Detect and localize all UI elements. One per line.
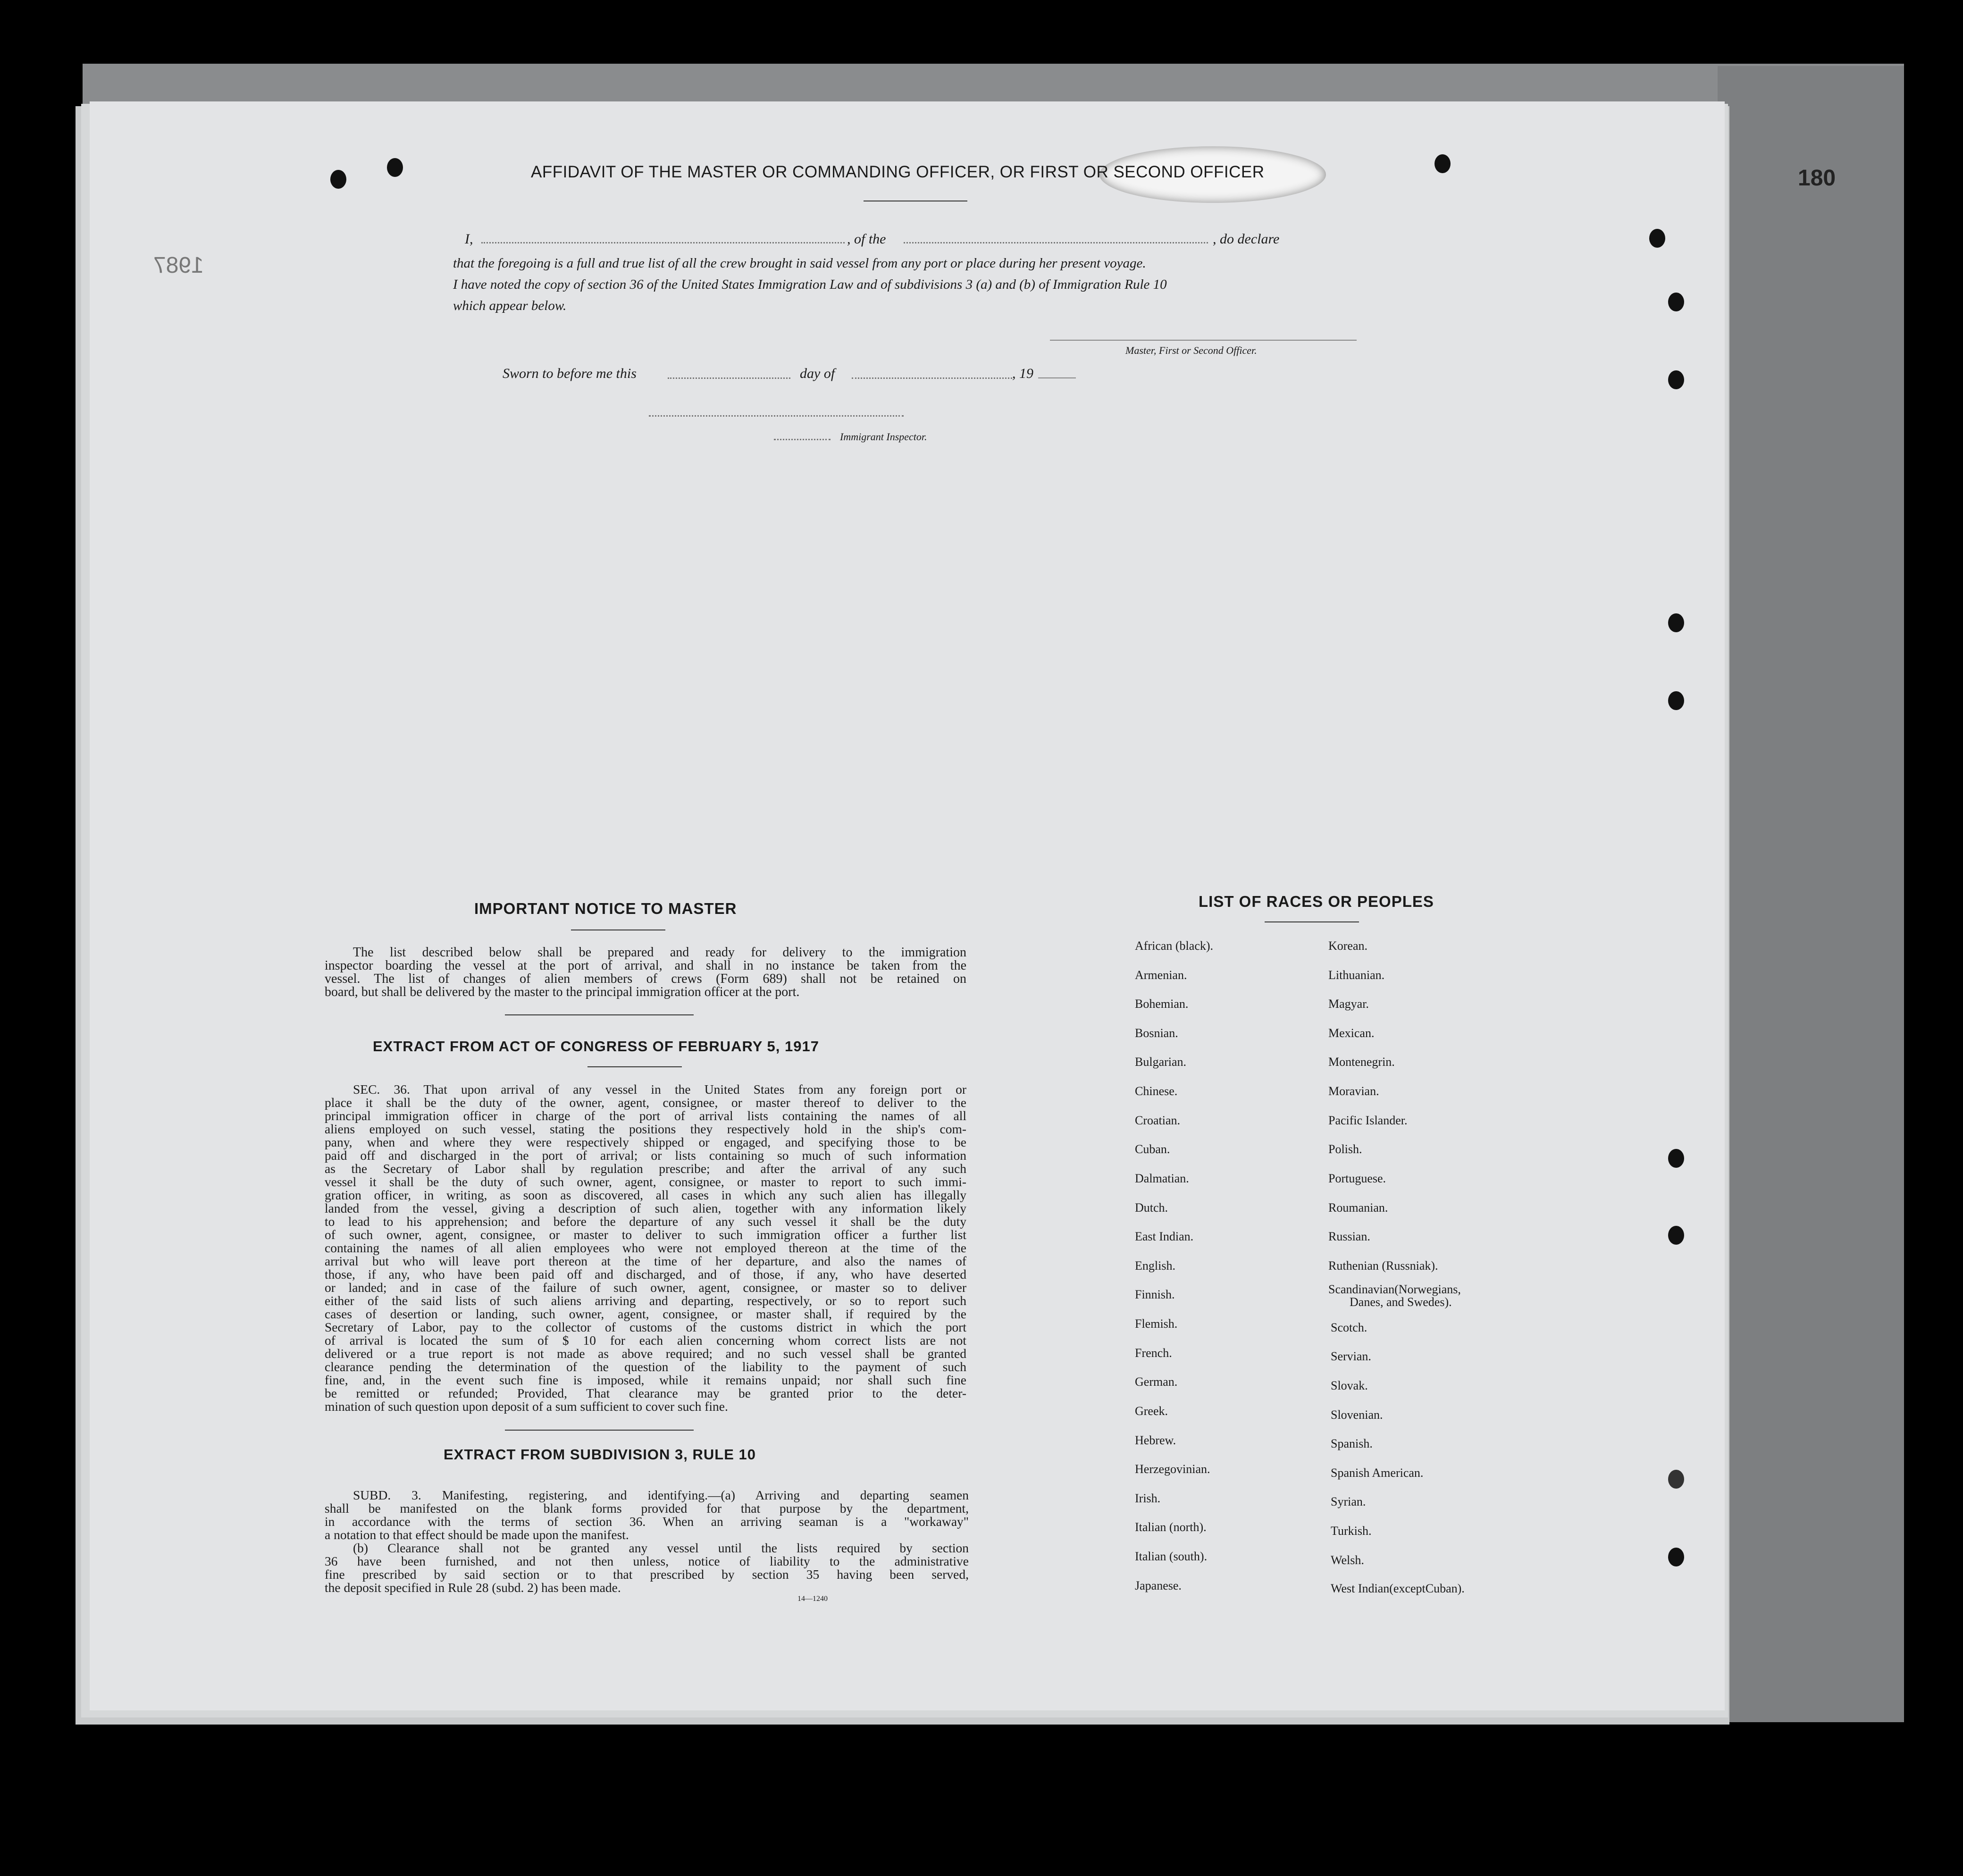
section-divider: [505, 1430, 694, 1431]
signature-caption: Master, First or Second Officer.: [1125, 344, 1257, 356]
race-item: Scotch.: [1331, 1321, 1367, 1334]
affidavit-title: AFFIDAVIT OF THE MASTER OR COMMANDING OFFICER, OR FIRST OR SECOND OFFICER: [531, 163, 1265, 181]
race-item: Syrian.: [1331, 1495, 1366, 1508]
page-number: 180: [1798, 166, 1836, 191]
punch-hole: [1668, 1548, 1684, 1566]
race-item: French.: [1135, 1346, 1172, 1360]
race-item: Bohemian.: [1135, 997, 1189, 1011]
race-item: Herzegovinian.: [1135, 1462, 1210, 1476]
year-blank: [1038, 377, 1076, 378]
punch-hole: [1649, 229, 1665, 248]
punch-hole: [387, 158, 403, 177]
race-item: Russian.: [1328, 1230, 1370, 1243]
race-item: Roumanian.: [1328, 1201, 1388, 1214]
notice-title: IMPORTANT NOTICE TO MASTER: [474, 900, 737, 917]
subd3-text: SUBD. 3. Manifesting, registering, and identifying.—(a) Arriving and departing seamen shall be manifested on the blank forms provided for that purpose by the department, in accordance with the terms of section 36. When an arriving seaman is a "workaway" a notation to that effect should be made upon the manifest. (b) Clearance shall not be granted any vessel until the lists required by section 36 have been furnished, and not then unless, notice of liability to the administrative fine prescribed by said section or to that prescribed by section 35 having been served, the deposit specified in Rule 28 (subd. 2) has been made.: [325, 1488, 969, 1595]
punch-hole: [1434, 154, 1451, 173]
punch-hole: [1668, 691, 1684, 710]
race-item: Magyar.: [1328, 997, 1369, 1011]
sworn-year: , 19: [1012, 366, 1033, 381]
race-item: Welsh.: [1331, 1553, 1364, 1567]
inspector-line: [649, 415, 904, 417]
vessel-blank: [904, 242, 1208, 243]
race-item: Armenian.: [1135, 968, 1187, 982]
race-item: Italian (south).: [1135, 1549, 1208, 1563]
races-title: LIST OF RACES OR PEOPLES: [1199, 893, 1434, 910]
race-item: Finnish.: [1135, 1288, 1175, 1301]
race-item: Moravian.: [1328, 1084, 1379, 1098]
race-item: German.: [1135, 1375, 1178, 1389]
inspector-caption: Immigrant Inspector.: [840, 431, 927, 443]
back-sheet-edge: [1718, 66, 1904, 1722]
race-item: East Indian.: [1135, 1230, 1194, 1243]
race-item: Montenegrin.: [1328, 1055, 1395, 1069]
punch-hole: [1668, 1149, 1684, 1168]
margin-stamp: 1987: [153, 253, 204, 278]
punch-hole: [330, 170, 346, 189]
race-item: Spanish American.: [1331, 1466, 1424, 1480]
race-item: Servian.: [1331, 1349, 1371, 1363]
race-item: Danes, and Swedes).: [1350, 1295, 1452, 1309]
race-item: Pacific Islander.: [1328, 1114, 1408, 1127]
sworn-start: Sworn to before me this: [503, 366, 637, 381]
sec36-text: SEC. 36. That upon arrival of any vessel in the United States from any foreign port or place it shall be the duty of the owner, agent, consignee, or master thereof to deliver to the principal immigration officer in charge of the port of arrival lists containing the names of all aliens employed on such vessel, stating the positions they respectively hold in the ship's com- pany, when and where they were respectively shipped or engaged, and specifying those to be paid off and discharged in the port of arrival; or lists containing so much of such information as the Secretary of Labor shall by regulation prescribe; and after the arrival of any such vessel it shall be the duty of such owner, agent, consignee, or master to report to such immi- gration officer, in writing, as soon as discovered, all cases in which any such alien has illegally landed from the vessel, giving a description of such alien, together with any information likely to lead to his apprehension; and before the departure of any such vessel it shall be the duty of such owner, agent, consignee, or master to deliver to such immigration officer a further list containing the names of all alien employees who were not employed thereon at the time of the arrival but who will leave port thereon at the time of her departure, and also the names of those, if any, who have been paid off and discharged, and of those, if any, who have deserted or landed; and in case of the failure of such owner, agent, consignee, or master so to deliver either of the said lists of such aliens arriving and departing, respectively, or so to report such cases of desertion or landing, such owner, agent, consignee, or master shall, if required by the Secretary of Labor, pay to the collector of customs of the customs district in which the port of arrival is located the sum of $ 10 for each alien concerning whom correct lists are not delivered or a true report is not made as above required; and no such vessel shall be granted clearance pending the determination of the question of the liability to the payment of such fine, and, in the event such fine is imposed, while it remains unpaid; nor shall such fine be remitted or refunded; Provided, That clearance may be granted prior to the deter- mination of such question upon deposit of a sum sufficient to cover such fine.: [325, 1082, 966, 1414]
races-title-rule: [1265, 921, 1359, 922]
race-item: Irish.: [1135, 1491, 1161, 1505]
affidavit-line1-mid: , of the: [847, 231, 886, 247]
race-item: Slovak.: [1331, 1379, 1368, 1392]
race-item: Korean.: [1328, 939, 1368, 953]
race-item: Portuguese.: [1328, 1172, 1386, 1185]
race-item: Hebrew.: [1135, 1433, 1176, 1447]
race-item: Lithuanian.: [1328, 968, 1385, 982]
month-blank: [852, 377, 1012, 379]
race-item: Greek.: [1135, 1404, 1168, 1418]
race-item: Spanish.: [1331, 1437, 1373, 1450]
punch-hole: [1668, 370, 1684, 389]
section-divider: [505, 1014, 694, 1015]
punch-hole: [1668, 613, 1684, 632]
affidavit-line2: that the foregoing is a full and true list of all the crew brought in said vessel from any port or place during her present voyage.: [453, 256, 1146, 271]
notice-text: The list described below shall be prepared and ready for delivery to the immigration inspector boarding the vessel at the port of arrival, and shall in no instance be taken from the vessel. The list of changes of alien members of crews (Form 689) shall not be retained on board, but shall be delivered by the master to the principal immigration officer at the port.: [325, 945, 966, 999]
day-blank: [668, 377, 790, 379]
affidavit-line1-start: I,: [465, 231, 473, 247]
race-item: Ruthenian (Russniak).: [1328, 1259, 1438, 1273]
affidavit-line1-end: , do declare: [1213, 231, 1280, 247]
affidavit-page: [90, 101, 1725, 1710]
race-item: West Indian(exceptCuban).: [1331, 1582, 1465, 1595]
race-item: Croatian.: [1135, 1114, 1181, 1127]
race-item: Bosnian.: [1135, 1026, 1178, 1040]
punch-hole: [1668, 1226, 1684, 1245]
race-item: Dalmatian.: [1135, 1172, 1189, 1185]
race-item: English.: [1135, 1259, 1175, 1273]
extract-act-title: EXTRACT FROM ACT OF CONGRESS OF FEBRUARY 5, 1917: [373, 1038, 819, 1055]
punch-hole: [1668, 293, 1684, 311]
race-item: Turkish.: [1331, 1524, 1372, 1538]
inspector-line-2: [774, 439, 830, 440]
race-item: Dutch.: [1135, 1201, 1168, 1214]
race-item: Italian (north).: [1135, 1520, 1207, 1534]
extract-rule-title: EXTRACT FROM SUBDIVISION 3, RULE 10: [444, 1446, 756, 1463]
race-item: Slovenian.: [1331, 1408, 1383, 1422]
form-number: 14—1240: [797, 1595, 828, 1603]
race-item: Japanese.: [1135, 1579, 1182, 1592]
race-item: Bulgarian.: [1135, 1055, 1187, 1069]
race-item: Cuban.: [1135, 1142, 1170, 1156]
extract-act-rule: [587, 1066, 682, 1067]
punch-hole: [1668, 1470, 1684, 1489]
affidavit-line4: which appear below.: [453, 298, 567, 313]
race-item: African (black).: [1135, 939, 1214, 953]
name-blank: [481, 242, 845, 243]
race-item: Flemish.: [1135, 1317, 1178, 1331]
race-item: Mexican.: [1328, 1026, 1375, 1040]
sworn-day: day of: [800, 366, 835, 381]
race-item: Polish.: [1328, 1142, 1362, 1156]
signature-line: [1050, 340, 1357, 341]
race-item: Chinese.: [1135, 1084, 1178, 1098]
race-item: Scandinavian(Norwegians,: [1328, 1282, 1461, 1296]
affidavit-line3: I have noted the copy of section 36 of the United States Immigration Law and of subdivisions 3 (a) and (b) of Immigration Rule 10: [453, 277, 1167, 292]
